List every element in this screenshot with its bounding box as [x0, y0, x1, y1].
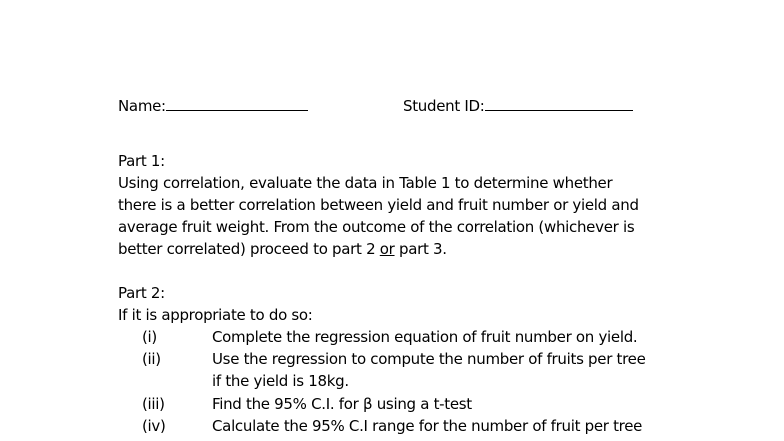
name-label: Name:	[118, 97, 166, 115]
part1-line-2: there is a better correlation between yield and fruit number or yield and	[118, 196, 639, 214]
list-item-number: (ii)	[142, 350, 161, 368]
part1-or-underlined: or	[379, 240, 395, 258]
part2-intro: If it is appropriate to do so:	[118, 306, 313, 324]
part1-line-1: Using correlation, evaluate the data in Table 1 to determine whether	[118, 174, 613, 192]
student-id-field	[403, 95, 633, 117]
part1-line-4-after: part 3.	[394, 240, 447, 258]
part1-heading: Part 1:	[118, 152, 165, 170]
name-blank[interactable]	[166, 96, 308, 111]
part1-line-4	[118, 238, 447, 260]
list-item-text: Calculate the 95% C.I range for the number of fruit per tree	[212, 417, 643, 435]
part1-line-3: average fruit weight. From the outcome of the correlation (whichever is	[118, 218, 635, 236]
list-item-text: Use the regression to compute the number of fruits per tree	[212, 350, 646, 368]
list-item-number: (iii)	[142, 395, 165, 413]
student-id-label: Student ID:	[403, 97, 485, 115]
part2-heading: Part 2:	[118, 284, 165, 302]
list-item-number: (i)	[142, 328, 157, 346]
name-field	[118, 95, 308, 117]
list-item-number: (iv)	[142, 417, 166, 435]
part1-line-4-before: better correlated) proceed to part 2	[118, 240, 380, 258]
student-id-blank[interactable]	[485, 96, 633, 111]
list-item-text: if the yield is 18kg.	[212, 372, 349, 390]
list-item-text: Find the 95% C.I. for β using a t-test	[212, 395, 472, 413]
list-item-text: Complete the regression equation of fruit number on yield.	[212, 328, 638, 346]
